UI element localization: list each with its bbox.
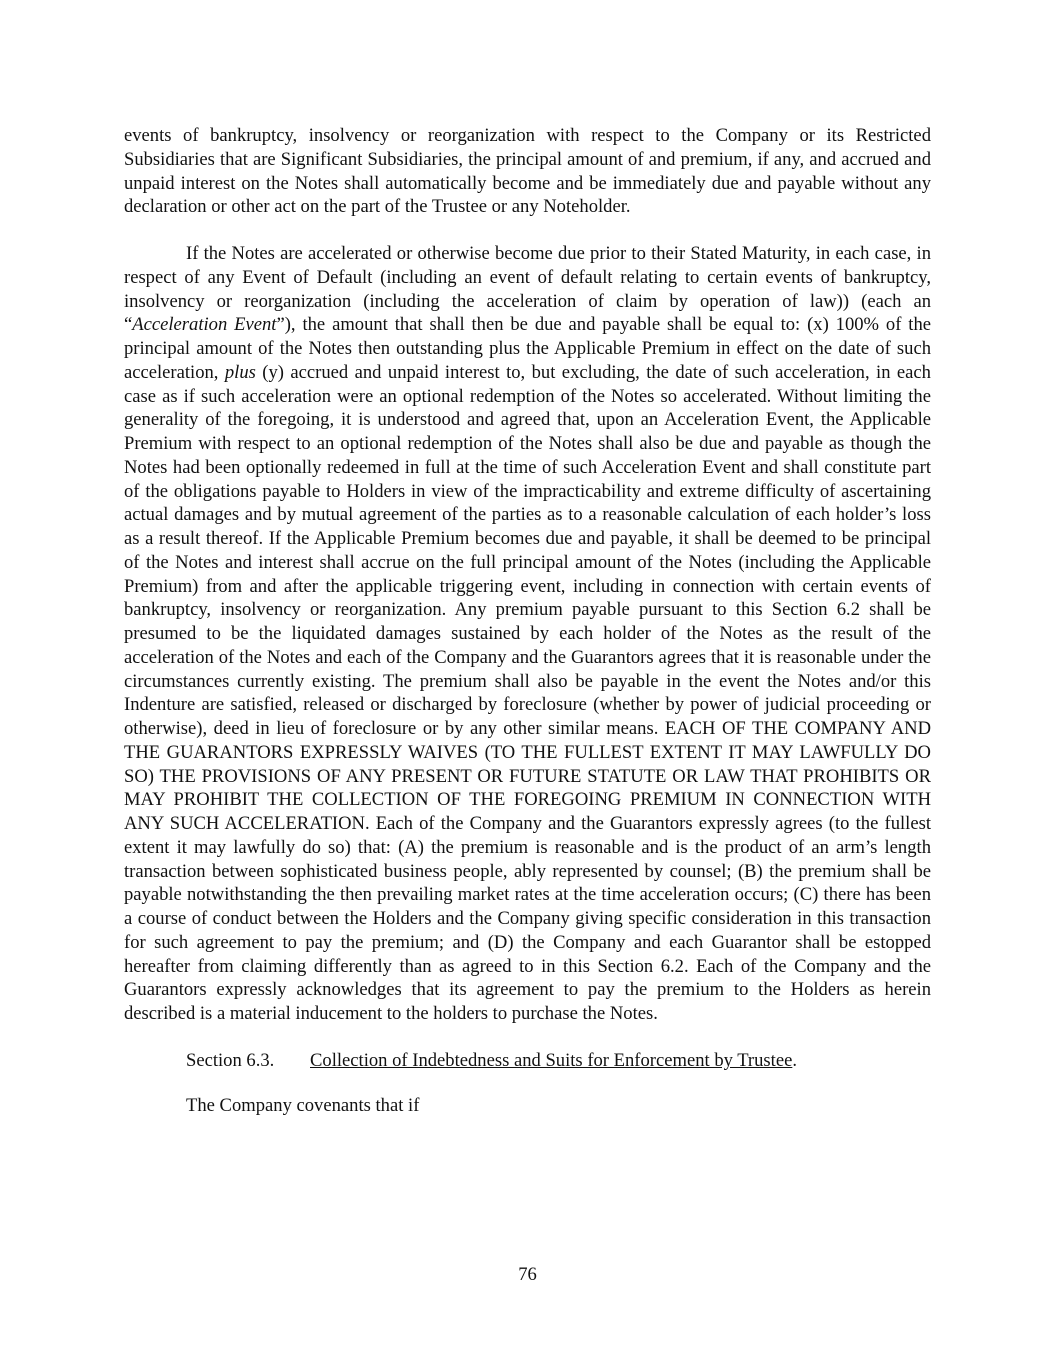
document-page: [124, 124, 931, 1117]
section-heading: [124, 1049, 931, 1073]
section-number: Section 6.3.: [186, 1049, 275, 1071]
paragraph: [124, 242, 931, 1026]
paragraph-text: ”), the amount that shall then be due and payable shall be equal to: (x) 100% of the principal amount of the Notes then outstanding plus the Applicable Premium in effect on the date of such acceleration,: [124, 314, 932, 383]
paragraph-text: If the Notes are accelerated or otherwise become due prior to their Stated Maturity, in each case, in respect of any Event of Default (including an event of default relating to certain events of bankruptcy, insolvency or reorganization (including the acceleration of claim by operation of law)) (each an “: [124, 243, 931, 336]
page-number: 76: [518, 1264, 537, 1285]
section-title: Collection of Indebtedness and Suits for Enforcement by Trustee: [310, 1049, 793, 1071]
paragraph: events of bankruptcy, insolvency or reorganization with respect to the Company or its Restricted Subsidiaries that are Significant Subsidiaries, the principal amount of and premium, if any, and accrued and unpaid interest on the Notes shall automatically become and be immediately due and payable without any declaration or other act on the part of the Trustee or any Noteholder.: [124, 125, 931, 218]
defined-term: Acceleration Event: [132, 314, 277, 336]
emphasis-text: plus: [224, 361, 256, 383]
paragraph: The Company covenants that if: [186, 1094, 420, 1116]
section-title-period: .: [792, 1049, 797, 1071]
paragraph-text: (y) accrued and unpaid interest to, but excluding, the date of such acceleration, in each case as if such acceleration were an optional redemption of the Notes so accelerated. Without limiting the generality of the foregoing, it is understood and agreed that, upon an Acceleration Event, the Applicable Premium with respect to an optional redemption of the Notes shall also be due and payable as though the Notes had been optionally redeemed in full at the time of such Acceleration Event and shall constitute part of the obligations payable to Holders in view of the impracticability and extreme difficulty of ascertaining actual damages and by mutual agreement of the parties as to a reasonable calculation of each holder’s loss as a result thereof. If the Applicable Premium becomes due and payable, it shall be deemed to be principal of the Notes and interest shall accrue on the full principal amount of the Notes (including the Applicable Premium) from and after the applicable triggering event, including in connection with certain events of bankruptcy, insolvency or reorganization. Any premium payable pursuant to this Section 6.2 shall be presumed to be the liquidated damages sustained by each holder of the Notes as the result of the acceleration of the Notes and each of the Company and the Guarantors agrees that it is reasonable under the circumstances currently existing. The premium shall also be payable in the event the Notes and/or this Indenture are satisfied, released or discharged by foreclosure (whether by power of judicial proceeding or otherwise), deed in lieu of foreclosure or by any other similar means. EACH OF THE COMPANY AND THE GUARANTORS EXPRESSLY WAIVES (TO THE FULLEST EXTENT IT MAY LAWFULLY DO SO) THE PROVISIONS OF ANY PRESENT OR FUTURE STATUTE OR LAW THAT PROHIBITS OR MAY PROHIBIT THE COLLECTION OF THE FOREGOING PREMIUM IN CONNECTION WITH ANY SUCH ACCELERATION. Each of the Company and the Guarantors expressly agrees (to the fullest extent it may lawfully do so) that: (A) the premium is reasonable and is the product of an arm’s length transaction between sophisticated business people, ably represented by counsel; (B) the premium shall be payable notwithstanding the then prevailing market rates at the time acceleration occurs; (C) there has been a course of conduct between the Holders and the Company giving specific consideration in this transaction for such agreement to pay the premium; and (D) the Company and each Guarantor shall be estopped hereafter from claiming differently than as agreed to in this Section 6.2. Each of the Company and the Guarantors expressly acknowledges that its agreement to pay the premium to the Holders as herein described is a material inducement to the holders to purchase the Notes.: [124, 361, 931, 1024]
